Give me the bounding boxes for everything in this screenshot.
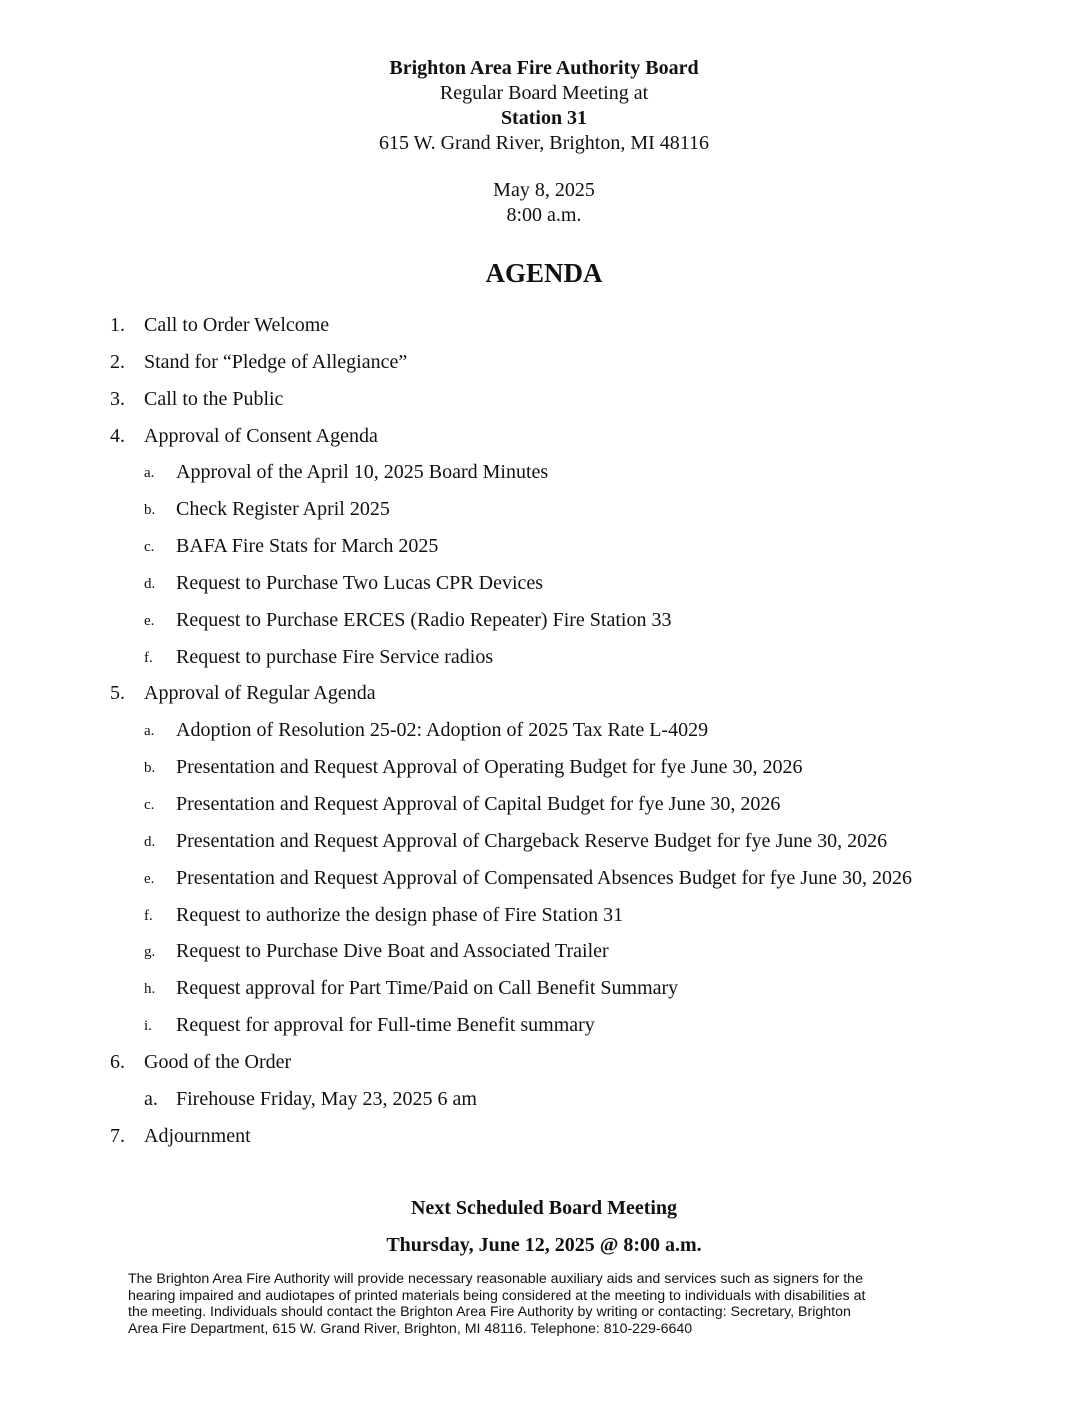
agenda-subitem-text: Presentation and Request Approval of Operating Budget for fye June 30, 2026 bbox=[176, 756, 803, 779]
agenda-item-number: 1. bbox=[110, 314, 125, 336]
agenda-subitem-letter: a. bbox=[144, 465, 155, 482]
agenda-item-number: 5. bbox=[110, 682, 125, 705]
agenda-item-number: 2. bbox=[110, 350, 125, 373]
agenda-item bbox=[0, 423, 1088, 460]
station-name: Station 31 bbox=[500, 107, 588, 129]
agenda-subitem-text: Request approval for Part Time/Paid on Call Benefit Summary bbox=[176, 977, 679, 1000]
agenda-subitem-letter: g. bbox=[144, 944, 156, 961]
agenda-subitem bbox=[0, 975, 1088, 1012]
agenda-subitem-text: Approval of the April 10, 2025 Board Minutes bbox=[176, 461, 549, 484]
agenda-subitem bbox=[0, 496, 1088, 533]
accessibility-notice bbox=[128, 1271, 968, 1337]
notice-line: the meeting. Individuals should contact the Brighton Area Fire Authority by writing or contacting: Secretary, Brighton bbox=[128, 1304, 851, 1320]
agenda-subitem bbox=[0, 1086, 1088, 1123]
agenda-item-text: Stand for “Pledge of Allegiance” bbox=[144, 350, 408, 373]
agenda-subitem bbox=[0, 828, 1088, 865]
agenda-subitem-text: Request to Purchase Dive Boat and Associated Trailer bbox=[176, 940, 609, 963]
agenda-item-text: Call to the Public bbox=[144, 387, 284, 410]
agenda-subitem bbox=[0, 1012, 1088, 1049]
agenda-subitem-text: Firehouse Friday, May 23, 2025 6 am bbox=[176, 1087, 477, 1110]
agenda-subitem-letter: f. bbox=[144, 907, 153, 924]
agenda-subitem bbox=[0, 570, 1088, 607]
meeting-header bbox=[0, 56, 1088, 156]
agenda-subitem-letter: c. bbox=[144, 539, 155, 556]
org-name: Brighton Area Fire Authority Board bbox=[389, 57, 699, 79]
agenda-item-number: 6. bbox=[110, 1050, 125, 1073]
agenda-list bbox=[0, 312, 1088, 1159]
agenda-subitem-letter: b. bbox=[144, 760, 156, 777]
agenda-subitem bbox=[0, 754, 1088, 791]
agenda-subitem-letter: e. bbox=[144, 870, 155, 887]
agenda-subitem-letter: h. bbox=[144, 981, 156, 998]
agenda-subitem-text: Adoption of Resolution 25-02: Adoption of 2025 Tax Rate L-4029 bbox=[176, 719, 709, 742]
agenda-item-text: Call to Order Welcome bbox=[144, 314, 330, 336]
agenda-subitem-letter: i. bbox=[144, 1018, 152, 1035]
agenda-subitem-letter: b. bbox=[144, 502, 156, 519]
agenda-subitem-text: Request to Purchase ERCES (Radio Repeater) Fire Station 33 bbox=[176, 608, 672, 631]
agenda-subitem-text: Presentation and Request Approval of Compensated Absences Budget for fye June 30, 2026 bbox=[176, 866, 912, 889]
agenda-item-number: 3. bbox=[110, 387, 125, 410]
agenda-subitem-letter: a. bbox=[144, 723, 155, 740]
agenda-subitem-letter: d. bbox=[144, 575, 156, 592]
agenda-item bbox=[0, 386, 1088, 423]
notice-line: Area Fire Department, 615 W. Grand River, Brighton, MI 48116. Telephone: 810-229-6640 bbox=[128, 1320, 693, 1337]
agenda-subitem-letter: a. bbox=[144, 1087, 158, 1110]
meeting-date: May 8, 2025 bbox=[493, 179, 595, 201]
agenda-item bbox=[0, 1049, 1088, 1086]
agenda-item-text: Approval of Regular Agenda bbox=[144, 682, 376, 705]
agenda-subitem-text: Presentation and Request Approval of Capital Budget for fye June 30, 2026 bbox=[176, 792, 781, 815]
next-meeting-date: Thursday, June 12, 2025 @ 8:00 a.m. bbox=[386, 1234, 702, 1256]
agenda-subitem-text: Request to Purchase Two Lucas CPR Devices bbox=[176, 571, 544, 594]
notice-line: hearing impaired and audiotapes of printed materials being considered at the meeting to individuals with disabilities at bbox=[128, 1287, 866, 1304]
agenda-subitem-text: Request for approval for Full-time Benefit summary bbox=[176, 1014, 595, 1037]
meeting-time: 8:00 a.m. bbox=[506, 204, 582, 226]
agenda-subitem-letter: c. bbox=[144, 796, 155, 813]
agenda-subitem-text: Request to purchase Fire Service radios bbox=[176, 645, 494, 668]
agenda-subitem bbox=[0, 607, 1088, 644]
agenda-subitem-letter: d. bbox=[144, 833, 156, 850]
notice-line: The Brighton Area Fire Authority will provide necessary reasonable auxiliary aids and services such as signers for the bbox=[128, 1271, 863, 1287]
agenda-item bbox=[0, 349, 1088, 386]
agenda-subitem bbox=[0, 717, 1088, 754]
agenda-subitem bbox=[0, 938, 1088, 975]
address: 615 W. Grand River, Brighton, MI 48116 bbox=[378, 132, 710, 154]
meeting-type: Regular Board Meeting at bbox=[439, 82, 649, 104]
agenda-subitem-text: Presentation and Request Approval of Chargeback Reserve Budget for fye June 30, 2026 bbox=[176, 829, 888, 852]
agenda-subitem bbox=[0, 533, 1088, 570]
meeting-datetime bbox=[0, 178, 1088, 228]
agenda-subitem bbox=[0, 791, 1088, 828]
agenda-subitem bbox=[0, 865, 1088, 902]
agenda-title: AGENDA bbox=[485, 258, 603, 288]
agenda-item-text: Approval of Consent Agenda bbox=[144, 424, 378, 447]
agenda-subitem-text: Check Register April 2025 bbox=[176, 498, 390, 521]
agenda-subitem-text: BAFA Fire Stats for March 2025 bbox=[176, 535, 439, 558]
agenda-subitem bbox=[0, 902, 1088, 939]
agenda-item-number: 4. bbox=[110, 424, 125, 447]
agenda-item bbox=[0, 312, 1088, 349]
agenda-item bbox=[0, 680, 1088, 717]
agenda-subitem-letter: e. bbox=[144, 612, 155, 629]
agenda-item-text: Good of the Order bbox=[144, 1050, 292, 1073]
agenda-item bbox=[0, 1123, 1088, 1160]
agenda-subitem bbox=[0, 644, 1088, 681]
agenda-item-number: 7. bbox=[110, 1124, 125, 1147]
agenda-subitem bbox=[0, 459, 1088, 496]
next-meeting-heading: Next Scheduled Board Meeting bbox=[410, 1197, 678, 1219]
agenda-item-text: Adjournment bbox=[144, 1124, 251, 1147]
agenda-subitem-text: Request to authorize the design phase of Fire Station 31 bbox=[176, 903, 624, 926]
agenda-subitem-letter: f. bbox=[144, 649, 153, 666]
